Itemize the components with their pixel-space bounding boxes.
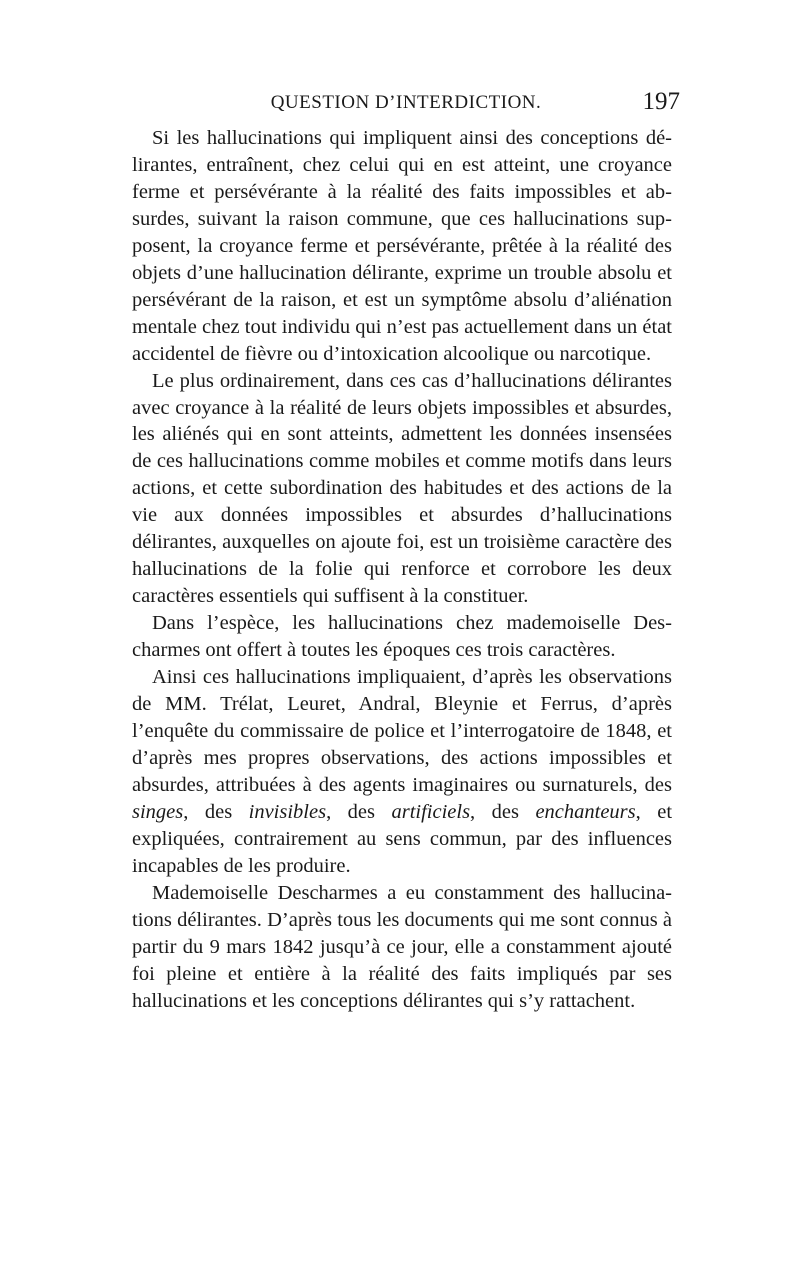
body-text — [132, 125, 672, 1014]
text-span: , des — [183, 800, 249, 823]
italic-term: enchanteurs — [535, 800, 636, 823]
italic-term: invisibles — [248, 800, 327, 823]
paragraph — [132, 664, 672, 880]
running-head — [132, 88, 680, 120]
running-title: QUESTION D’INTERDICTION. — [270, 92, 542, 113]
text-span: , et expliquées, contrairement au sens commun, par des influences incapables de les produire. — [132, 800, 673, 877]
italic-term: artificiels — [391, 800, 471, 823]
paragraph: Dans l’espèce, les hallucinations chez mademoiselle Descharmes ont offert à toutes les époques ces trois caractères. — [132, 612, 672, 662]
text-span: Ainsi ces hallucinations impliquaient, d’après les observations de MM. Trélat, Leuret, Andral, Bleynie et Ferrus, d’après l’enquête du commissaire de police et l’interrogatoire de 1848, et d’après mes propres observations, des actions impossibles et absurdes, attribuées à des agents imaginaires ou surnaturels, des — [132, 666, 672, 796]
paragraph: Si les hallucinations qui impliquent ainsi des conceptions délirantes, entraînent, chez celui qui en est atteint, une croyance ferme et persévérante à la réalité des faits impossibles et absurdes, suivant la raison commune, que ces hallucinations supposent, la croyance ferme et persévérante, prêtée à la réalité des objets d’une hallucination délirante, exprime un trouble absolu et persévérant de la raison, et est un symptôme absolu d’aliénation mentale chez tout individu qui n’est pas actuellement dans un état accidentel de fièvre ou d’intoxication alcoolique ou narcotique. — [132, 127, 672, 365]
page-number: 197 — [642, 88, 680, 115]
text-span: , des — [470, 800, 536, 823]
paragraph: Mademoiselle Descharmes a eu constamment des hallucinations délirantes. D’après tous les documents qui me sont connus à partir du 9 mars 1842 jusqu’à ce jour, elle a constamment ajouté foi pleine et entière à la réalité des faits impliqués par ses hallucinations et les conceptions délirantes qui s’y rattachent. — [132, 881, 672, 1012]
paragraph: Le plus ordinairement, dans ces cas d’hallucinations délirantes avec croyance à la réalité de leurs objets impossibles et absurdes, les aliénés qui en sont atteints, admettent les données insensées de ces hallucinations comme mobiles et comme motifs dans leurs actions, et cette subordination des habitudes et des actions de la vie aux données impossibles et absurdes d’hallucinations délirantes, auxquelles on ajoute foi, est un troisième caractère des hallucinations de la folie qui renforce et corrobore les deux caractères essentiels qui suffisent à la constituer. — [132, 369, 672, 608]
text-span: , des — [326, 800, 392, 823]
italic-term: singes — [132, 800, 184, 823]
